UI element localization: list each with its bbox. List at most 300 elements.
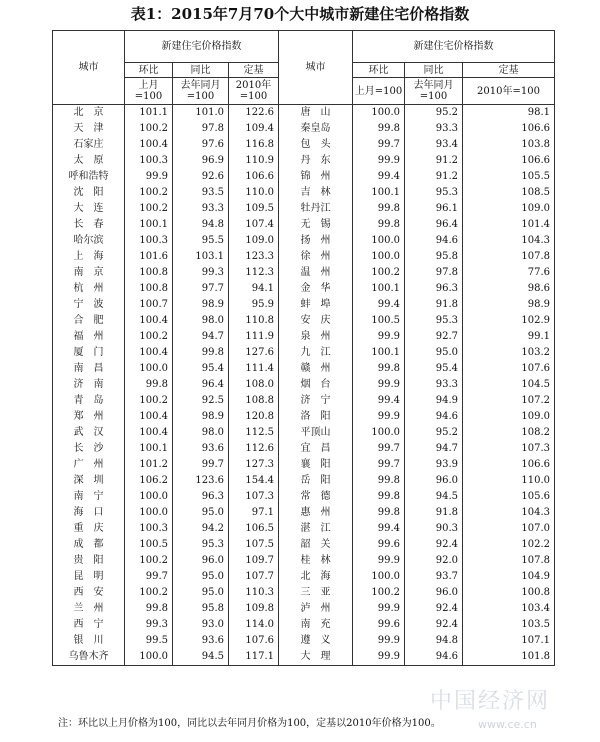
fixed-left-cell: 95.9 [229,297,279,313]
yoy-right-cell: 92.0 [405,553,463,569]
fixed-right-cell: 105.6 [463,489,555,505]
mom-left-cell: 100.3 [125,521,173,537]
mom-right-cell: 100.0 [353,569,405,585]
yoy-right-cell: 96.0 [405,473,463,489]
city-right-cell: 牡丹江 [279,201,353,217]
mom-left-cell: 99.3 [125,617,173,633]
city-left-cell: 广 州 [53,457,125,473]
fixed-right-cell: 106.6 [463,457,555,473]
city-left-cell: 兰 州 [53,601,125,617]
city-left-cell: 西 宁 [53,617,125,633]
table-row [53,121,555,137]
city-right-cell: 北 海 [279,569,353,585]
fixed-right-cell: 99.1 [463,329,555,345]
city-right-cell: 温 州 [279,265,353,281]
table-row [53,553,555,569]
yoy-left-cell: 99.7 [173,457,229,473]
yoy-left-cell: 96.0 [173,553,229,569]
city-left-cell: 天 津 [53,121,125,137]
fixed-left-cell: 117.1 [229,649,279,666]
city-right-cell: 泉 州 [279,329,353,345]
mom-right-cell: 99.8 [353,505,405,521]
fixed-right-cell: 110.0 [463,473,555,489]
yoy-right-cell: 93.4 [405,137,463,153]
fixed-right-cell: 106.6 [463,121,555,137]
mom-base-left: 上月=100 [125,78,173,105]
index-group-header-left: 新建住宅价格指数 [125,31,279,63]
city-right-cell: 平顶山 [279,425,353,441]
mom-right-cell: 99.7 [353,457,405,473]
city-right-cell: 徐 州 [279,249,353,265]
mom-right-cell: 100.0 [353,233,405,249]
fixed-left-cell: 107.4 [229,217,279,233]
mom-right-cell: 99.9 [353,633,405,649]
yoy-left-cell: 95.3 [173,537,229,553]
fixed-base-left: 2010年=100 [229,78,279,105]
mom-right-cell: 99.8 [353,489,405,505]
city-right-cell: 吉 林 [279,185,353,201]
mom-left-cell: 100.2 [125,185,173,201]
yoy-left-cell: 94.5 [173,649,229,666]
fixed-left-cell: 114.0 [229,617,279,633]
yoy-right-cell: 96.4 [405,217,463,233]
yoy-right-cell: 91.8 [405,505,463,521]
mom-right-cell: 100.2 [353,585,405,601]
mom-left-cell: 99.8 [125,377,173,393]
yoy-left-cell: 96.4 [173,377,229,393]
city-right-cell: 洛 阳 [279,409,353,425]
yoy-left-cell: 95.0 [173,505,229,521]
fixed-right-cell: 104.3 [463,233,555,249]
city-right-cell: 泸 州 [279,601,353,617]
table-row [53,505,555,521]
yoy-left-cell: 93.5 [173,185,229,201]
fixed-left-cell: 120.8 [229,409,279,425]
fixed-left-cell: 110.0 [229,185,279,201]
table-row [53,601,555,617]
table-row [53,569,555,585]
mom-header-left: 环比 [125,63,173,78]
fixed-right-cell: 107.1 [463,633,555,649]
mom-right-cell: 99.9 [353,601,405,617]
fixed-left-cell: 107.3 [229,489,279,505]
mom-left-cell: 100.7 [125,297,173,313]
city-right-cell: 襄 阳 [279,457,353,473]
city-header-right: 城市 [279,31,353,105]
city-right-cell: 丹 东 [279,153,353,169]
table-row [53,585,555,601]
city-right-cell: 桂 林 [279,553,353,569]
fixed-left-cell: 110.3 [229,585,279,601]
fixed-left-cell: 123.3 [229,249,279,265]
yoy-header-left: 同比 [173,63,229,78]
table-row [53,633,555,649]
yoy-left-cell: 95.0 [173,569,229,585]
mom-right-cell: 99.6 [353,537,405,553]
fixed-right-cell: 101.8 [463,649,555,666]
yoy-base-right: 去年同月=100 [405,78,463,105]
mom-left-cell: 106.2 [125,473,173,489]
mom-right-cell: 99.9 [353,553,405,569]
table-row [53,649,555,666]
fixed-right-cell: 77.6 [463,265,555,281]
fixed-left-cell: 107.7 [229,569,279,585]
fixed-left-cell: 109.5 [229,201,279,217]
fixed-right-cell: 108.2 [463,425,555,441]
fixed-right-cell: 103.5 [463,617,555,633]
city-left-cell: 长 沙 [53,441,125,457]
table-row [53,409,555,425]
fixed-left-cell: 109.8 [229,601,279,617]
fixed-right-cell: 109.0 [463,409,555,425]
city-left-cell: 大 连 [53,201,125,217]
mom-left-cell: 99.8 [125,601,173,617]
fixed-right-cell: 107.6 [463,361,555,377]
yoy-left-cell: 93.3 [173,201,229,217]
fixed-right-cell: 100.8 [463,585,555,601]
city-right-cell: 岳 阳 [279,473,353,489]
city-left-cell: 南 宁 [53,489,125,505]
yoy-right-cell: 94.8 [405,633,463,649]
fixed-right-cell: 104.3 [463,505,555,521]
yoy-right-cell: 96.0 [405,585,463,601]
fixed-left-cell: 127.3 [229,457,279,473]
fixed-left-cell: 106.5 [229,521,279,537]
yoy-right-cell: 95.4 [405,361,463,377]
city-right-cell: 锦 州 [279,169,353,185]
table-row [53,265,555,281]
yoy-right-cell: 94.6 [405,409,463,425]
table-row [53,537,555,553]
yoy-right-cell: 97.8 [405,265,463,281]
fixed-right-cell: 104.9 [463,569,555,585]
fixed-left-cell: 154.4 [229,473,279,489]
city-left-cell: 西 安 [53,585,125,601]
fixed-left-cell: 109.7 [229,553,279,569]
mom-right-cell: 99.9 [353,153,405,169]
mom-right-cell: 99.8 [353,121,405,137]
fixed-left-cell: 94.1 [229,281,279,297]
fixed-left-cell: 111.9 [229,329,279,345]
mom-right-cell: 99.9 [353,377,405,393]
city-left-cell: 北 京 [53,105,125,122]
fixed-base-right: 2010年=100 [463,78,555,105]
city-right-cell: 南 充 [279,617,353,633]
city-right-cell: 济 宁 [279,393,353,409]
city-left-cell: 哈尔滨 [53,233,125,249]
yoy-left-cell: 95.0 [173,585,229,601]
table-row [53,393,555,409]
fixed-right-cell: 98.1 [463,105,555,122]
yoy-right-cell: 96.3 [405,281,463,297]
fixed-left-cell: 108.8 [229,393,279,409]
yoy-right-cell: 93.3 [405,377,463,393]
fixed-header-right: 定基 [463,63,555,78]
yoy-right-cell: 94.6 [405,233,463,249]
city-right-cell: 三 亚 [279,585,353,601]
fixed-right-cell: 107.8 [463,249,555,265]
fixed-right-cell: 107.3 [463,441,555,457]
yoy-left-cell: 94.2 [173,521,229,537]
city-left-cell: 重 庆 [53,521,125,537]
yoy-left-cell: 123.6 [173,473,229,489]
yoy-right-cell: 94.7 [405,441,463,457]
city-left-cell: 南 京 [53,265,125,281]
city-left-cell: 上 海 [53,249,125,265]
mom-right-cell: 100.0 [353,105,405,122]
yoy-right-cell: 94.6 [405,649,463,666]
yoy-left-cell: 98.0 [173,313,229,329]
mom-right-cell: 99.7 [353,441,405,457]
city-left-cell: 呼和浩特 [53,169,125,185]
mom-left-cell: 100.4 [125,425,173,441]
city-right-cell: 大 理 [279,649,353,666]
mom-right-cell: 100.2 [353,265,405,281]
city-left-cell: 昆 明 [53,569,125,585]
fixed-right-cell: 107.2 [463,393,555,409]
yoy-right-cell: 91.8 [405,297,463,313]
mom-left-cell: 100.2 [125,393,173,409]
city-left-cell: 合 肥 [53,313,125,329]
fixed-right-cell: 98.9 [463,297,555,313]
fixed-right-cell: 107.0 [463,521,555,537]
fixed-left-cell: 109.4 [229,121,279,137]
yoy-left-cell: 101.0 [173,105,229,122]
table-row [53,489,555,505]
yoy-right-cell: 90.3 [405,521,463,537]
yoy-left-cell: 92.6 [173,169,229,185]
yoy-left-cell: 92.5 [173,393,229,409]
mom-header-right: 环比 [353,63,405,78]
city-right-cell: 包 头 [279,137,353,153]
city-right-cell: 金 华 [279,281,353,297]
city-left-cell: 郑 州 [53,409,125,425]
price-index-table [52,30,555,666]
index-group-header-right: 新建住宅价格指数 [353,31,555,63]
yoy-left-cell: 95.5 [173,233,229,249]
yoy-left-cell: 94.7 [173,329,229,345]
mom-left-cell: 100.3 [125,153,173,169]
mom-left-cell: 100.4 [125,345,173,361]
mom-right-cell: 99.9 [353,409,405,425]
yoy-right-cell: 92.7 [405,329,463,345]
mom-left-cell: 100.4 [125,137,173,153]
yoy-left-cell: 96.9 [173,153,229,169]
city-right-cell: 惠 州 [279,505,353,521]
mom-right-cell: 100.1 [353,185,405,201]
yoy-left-cell: 97.6 [173,137,229,153]
mom-left-cell: 100.0 [125,489,173,505]
table-row [53,521,555,537]
city-right-cell: 湛 江 [279,521,353,537]
mom-left-cell: 101.1 [125,105,173,122]
table-row [53,377,555,393]
mom-left-cell: 100.0 [125,361,173,377]
yoy-left-cell: 98.9 [173,409,229,425]
mom-left-cell: 100.2 [125,121,173,137]
yoy-left-cell: 98.9 [173,297,229,313]
fixed-right-cell: 103.2 [463,345,555,361]
yoy-right-cell: 92.4 [405,537,463,553]
table-row [53,329,555,345]
fixed-left-cell: 109.0 [229,233,279,249]
mom-left-cell: 100.2 [125,329,173,345]
fixed-right-cell: 107.8 [463,553,555,569]
fixed-right-cell: 102.2 [463,537,555,553]
yoy-base-left: 去年同月=100 [173,78,229,105]
fixed-right-cell: 103.4 [463,601,555,617]
mom-left-cell: 100.0 [125,505,173,521]
city-left-cell: 厦 门 [53,345,125,361]
fixed-right-cell: 105.5 [463,169,555,185]
table-row [53,473,555,489]
city-left-cell: 成 都 [53,537,125,553]
yoy-left-cell: 95.8 [173,601,229,617]
fixed-left-cell: 112.5 [229,425,279,441]
table-row [53,217,555,233]
mom-right-cell: 100.1 [353,281,405,297]
fixed-left-cell: 107.5 [229,537,279,553]
city-left-cell: 济 南 [53,377,125,393]
mom-right-cell: 100.1 [353,345,405,361]
fixed-right-cell: 106.6 [463,153,555,169]
mom-right-cell: 99.8 [353,217,405,233]
city-left-cell: 长 春 [53,217,125,233]
city-right-cell: 蚌 埠 [279,297,353,313]
table-row [53,441,555,457]
city-left-cell: 福 州 [53,329,125,345]
table-row [53,425,555,441]
yoy-right-cell: 95.2 [405,105,463,122]
city-right-cell: 扬 州 [279,233,353,249]
yoy-right-cell: 95.2 [405,425,463,441]
table-row [53,185,555,201]
city-left-cell: 深 圳 [53,473,125,489]
mom-right-cell: 99.8 [353,201,405,217]
fixed-left-cell: 106.6 [229,169,279,185]
city-right-cell: 常 德 [279,489,353,505]
fixed-left-cell: 127.6 [229,345,279,361]
yoy-left-cell: 99.8 [173,345,229,361]
table-row [53,457,555,473]
mom-right-cell: 99.4 [353,297,405,313]
watermark-logo: 中国经济网 [430,689,551,714]
city-right-cell: 遵 义 [279,633,353,649]
yoy-left-cell: 98.0 [173,425,229,441]
mom-left-cell: 100.2 [125,201,173,217]
fixed-right-cell: 101.4 [463,217,555,233]
mom-left-cell: 101.6 [125,249,173,265]
mom-left-cell: 100.1 [125,217,173,233]
table-row [53,313,555,329]
fixed-left-cell: 112.6 [229,441,279,457]
fixed-right-cell: 103.8 [463,137,555,153]
watermark-url: www.ce.cn [478,718,537,731]
yoy-right-cell: 94.5 [405,489,463,505]
fixed-left-cell: 112.3 [229,265,279,281]
yoy-right-cell: 95.3 [405,313,463,329]
city-left-cell: 杭 州 [53,281,125,297]
table-row [53,169,555,185]
yoy-header-right: 同比 [405,63,463,78]
city-right-cell: 九 江 [279,345,353,361]
mom-left-cell: 100.3 [125,233,173,249]
mom-right-cell: 99.9 [353,649,405,666]
city-left-cell: 海 口 [53,505,125,521]
city-left-cell: 贵 阳 [53,553,125,569]
mom-left-cell: 99.7 [125,569,173,585]
mom-right-cell: 100.0 [353,425,405,441]
yoy-right-cell: 93.3 [405,121,463,137]
city-right-cell: 唐 山 [279,105,353,122]
mom-left-cell: 101.2 [125,457,173,473]
mom-base-right: 上月=100 [353,78,405,105]
mom-right-cell: 99.4 [353,521,405,537]
yoy-right-cell: 95.8 [405,249,463,265]
yoy-right-cell: 95.0 [405,345,463,361]
mom-right-cell: 99.4 [353,169,405,185]
yoy-left-cell: 97.8 [173,121,229,137]
yoy-left-cell: 93.6 [173,633,229,649]
table-row [53,233,555,249]
table-row [53,281,555,297]
fixed-header-left: 定基 [229,63,279,78]
city-left-cell: 青 岛 [53,393,125,409]
fixed-right-cell: 98.6 [463,281,555,297]
yoy-right-cell: 93.9 [405,457,463,473]
fixed-right-cell: 108.5 [463,185,555,201]
city-header-left: 城市 [53,31,125,105]
yoy-right-cell: 95.3 [405,185,463,201]
fixed-left-cell: 110.8 [229,313,279,329]
mom-left-cell: 100.2 [125,585,173,601]
yoy-left-cell: 96.3 [173,489,229,505]
city-left-cell: 宁 波 [53,297,125,313]
yoy-left-cell: 94.8 [173,217,229,233]
city-left-cell: 乌鲁木齐 [53,649,125,666]
yoy-left-cell: 99.3 [173,265,229,281]
mom-right-cell: 99.4 [353,393,405,409]
footnote: 注：环比以上月价格为100，同比以去年同月价格为100，定基以2010年价格为100。 [58,718,441,729]
fixed-right-cell: 102.9 [463,313,555,329]
table-row [53,297,555,313]
mom-left-cell: 100.4 [125,409,173,425]
yoy-right-cell: 91.2 [405,169,463,185]
table-row [53,201,555,217]
fixed-right-cell: 109.0 [463,201,555,217]
mom-left-cell: 100.2 [125,553,173,569]
mom-left-cell: 100.8 [125,265,173,281]
table-row [53,345,555,361]
city-left-cell: 南 昌 [53,361,125,377]
table-title: 表1：2015年7月70个大中城市新建住宅价格指数 [130,5,470,23]
mom-right-cell: 99.9 [353,329,405,345]
city-left-cell: 石家庄 [53,137,125,153]
mom-left-cell: 100.8 [125,281,173,297]
city-right-cell: 无 锡 [279,217,353,233]
yoy-right-cell: 92.4 [405,617,463,633]
mom-left-cell: 100.4 [125,313,173,329]
fixed-left-cell: 116.8 [229,137,279,153]
yoy-left-cell: 103.1 [173,249,229,265]
city-right-cell: 安 庆 [279,313,353,329]
yoy-left-cell: 97.7 [173,281,229,297]
fixed-left-cell: 108.0 [229,377,279,393]
city-right-cell: 韶 关 [279,537,353,553]
city-left-cell: 银 川 [53,633,125,649]
yoy-right-cell: 91.2 [405,153,463,169]
fixed-left-cell: 111.4 [229,361,279,377]
